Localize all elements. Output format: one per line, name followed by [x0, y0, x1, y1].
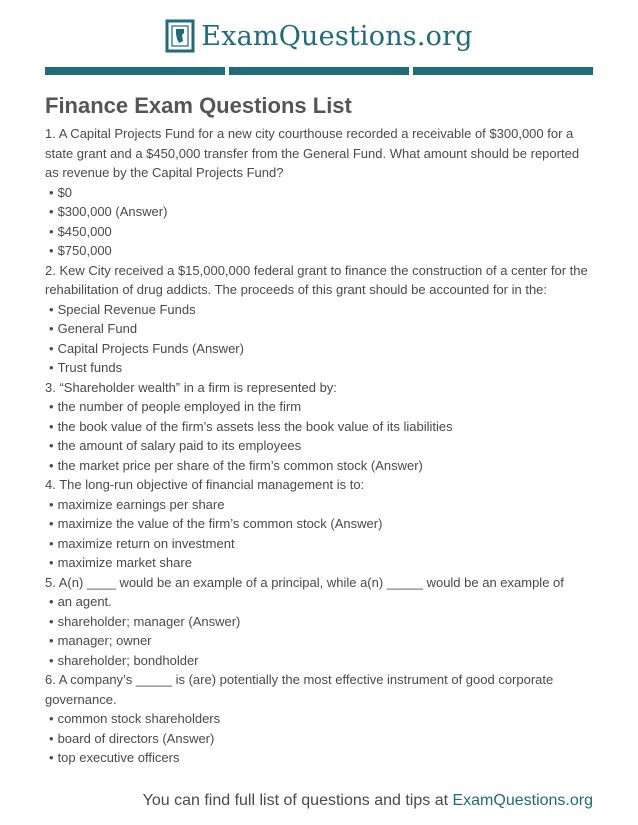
question-text: 5. A(n) ____ would be an example of a principal, while a(n) _____ would be an example of	[45, 574, 564, 590]
page-footer	[0, 792, 638, 816]
question-block	[45, 261, 595, 378]
option-item: • the book value of the firm’s assets less the book value of its liabilities	[45, 417, 595, 437]
option-item: • the market price per share of the firm’s common stock (Answer)	[45, 456, 595, 476]
footer-text	[143, 792, 593, 810]
option-item: • $750,000	[45, 241, 595, 261]
question-text: 4. The long-run objective of financial management is to:	[45, 477, 365, 492]
option-item: • General Fund	[45, 319, 595, 339]
option-item: • shareholder; bondholder	[45, 651, 595, 671]
logo-text[interactable]: ExamQuestions.org	[201, 20, 473, 52]
question-block	[45, 124, 595, 261]
option-item: • an agent.	[45, 592, 595, 612]
option-list	[45, 183, 595, 261]
option-item: • maximize return on investment	[45, 534, 595, 554]
option-item: • common stock shareholders	[45, 709, 595, 729]
question-text: 3. “Shareholder wealth” in a firm is represented by:	[45, 379, 337, 395]
divider-bar	[413, 67, 593, 75]
option-item: • maximize market share	[45, 553, 595, 573]
option-item: • $450,000	[45, 222, 595, 242]
option-item: • Capital Projects Funds (Answer)	[45, 339, 595, 359]
question-text: 2. Kew City received a $15,000,000 federal grant to finance the construction of a center for the rehabilitation of drug addicts. The proceeds of this grant should be accounted for in the:	[45, 262, 588, 297]
footer-link[interactable]: ExamQuestions.org	[452, 792, 593, 809]
option-item: • $0	[45, 183, 595, 203]
option-item: • the amount of salary paid to its employees	[45, 436, 595, 456]
footer-prefix: You can find full list of questions and tips at	[142, 792, 453, 809]
option-list	[45, 592, 595, 670]
option-item: • the number of people employed in the firm	[45, 397, 595, 417]
question-block	[45, 670, 595, 768]
question-text: 1. A Capital Projects Fund for a new city courthouse recorded a receivable of $300,000 for a state grant and a $450,000 transfer from the General Fund. What amount should be reported as revenue by the Capital Projects Fund?	[45, 126, 580, 180]
question-block	[45, 378, 595, 476]
option-item: • Trust funds	[45, 358, 595, 378]
option-item: • $300,000 (Answer)	[45, 202, 595, 222]
divider-bar	[229, 67, 409, 75]
option-list	[45, 300, 595, 378]
option-item: • manager; owner	[45, 631, 595, 651]
question-text: 6. A company’s _____ is (are) potentially the most effective instrument of good corporate governance.	[45, 672, 554, 707]
page-title: Finance Exam Questions List	[45, 93, 352, 118]
question-list	[45, 92, 595, 768]
option-item: • shareholder; manager (Answer)	[45, 612, 595, 632]
question-block	[45, 573, 595, 671]
header-divider	[45, 67, 593, 75]
option-item: • top executive officers	[45, 748, 595, 768]
option-list	[45, 709, 595, 768]
map-frame-icon	[165, 19, 197, 53]
option-item: • maximize earnings per share	[45, 495, 595, 515]
option-list	[45, 397, 595, 475]
divider-bar	[45, 67, 225, 75]
option-item: • board of directors (Answer)	[45, 729, 595, 749]
option-item: • Special Revenue Funds	[45, 300, 595, 320]
option-item: • maximize the value of the firm’s common stock (Answer)	[45, 514, 595, 534]
site-header	[0, 14, 638, 58]
question-block	[45, 475, 595, 573]
option-list	[45, 495, 595, 573]
